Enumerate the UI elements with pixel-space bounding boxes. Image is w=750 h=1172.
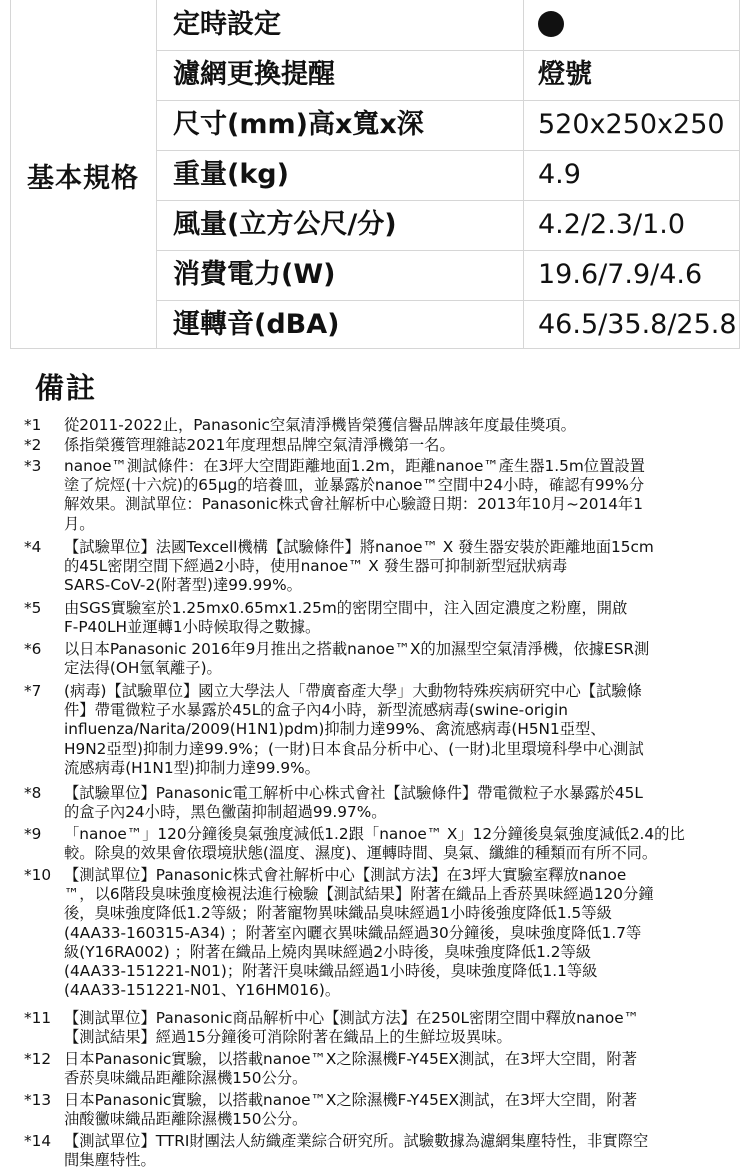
note-text: 【測試單位】Panasonic株式會社解析中心【測試方法】在3坪大實驗室釋放nanoe ™，以6階段臭味強度檢視法進行檢驗【測試結果】附著在織品上香菸異味經過120分鐘 後，臭味強度降低1.2等級；附著寵物異味織品臭味經過1小時後強度降低1.5等級 (4AA33-160315-A34) ；附著室內曬衣異味織品經過30分鐘後，臭味強度降低1.7等 級(Y16RA002) ；附著在織品上燒肉異味經過2小時後，臭味強度降低1.2等級 (4AA33-151221-N01)；附著汗臭味織品經過1小時後，臭味強度降低1.1等級 (4AA33-151221-N01、Y16HM016)。 bbox=[64, 866, 654, 1000]
note-item bbox=[24, 416, 730, 435]
note-text: 【試驗單位】Panasonic電工解析中心株式會社【試驗條件】帶電微粒子水暴露於45L 的盒子內24小時，黑色黴菌抑制超過99.97%。 bbox=[64, 784, 643, 822]
spec-table bbox=[10, 0, 740, 349]
note-item bbox=[24, 538, 730, 596]
notes-title: 備註 bbox=[35, 371, 98, 405]
note-item bbox=[24, 866, 730, 1000]
spec-value: 520x250x250 bbox=[538, 109, 725, 140]
spec-row-timer bbox=[156, 0, 740, 50]
spec-label: 消費電力(W) bbox=[173, 259, 336, 290]
note-text: 由SGS實驗室於1.25mx0.65mx1.25m的密閉空間中，注入固定濃度之粉塵，開啟 F-P40LH並運轉1小時候取得之數據。 bbox=[64, 599, 628, 637]
spec-label: 濾網更換提醒 bbox=[173, 59, 335, 90]
note-item bbox=[24, 436, 730, 455]
note-marker: *2 bbox=[24, 436, 42, 454]
note-item bbox=[24, 784, 730, 822]
note-marker: *9 bbox=[24, 825, 42, 843]
note-item bbox=[24, 682, 730, 778]
spec-row-power bbox=[156, 250, 740, 300]
note-item bbox=[24, 599, 730, 637]
spec-label: 定時設定 bbox=[173, 9, 281, 40]
spec-value: 燈號 bbox=[538, 59, 592, 90]
note-item bbox=[24, 457, 730, 534]
note-text: 係指榮獲管理雜誌2021年度理想品牌空氣清淨機第一名。 bbox=[64, 436, 455, 454]
note-marker: *12 bbox=[24, 1050, 52, 1068]
note-item bbox=[24, 1091, 730, 1129]
note-marker: *6 bbox=[24, 640, 42, 658]
spec-label: 風量(立方公尺/分) bbox=[173, 209, 397, 240]
note-item bbox=[24, 640, 730, 678]
note-marker: *8 bbox=[24, 784, 42, 802]
note-text: 【測試單位】Panasonic商品解析中心【測試方法】在250L密閉空間中釋放nanoe™ 【測試結果】經過15分鐘後可消除附著在織品上的生鮮垃圾異味。 bbox=[64, 1009, 639, 1047]
note-marker: *13 bbox=[24, 1091, 52, 1109]
note-text: 從2011-2022止，Panasonic空氣清淨機皆榮獲信譽品牌該年度最佳獎項。 bbox=[64, 416, 576, 434]
note-item bbox=[24, 1132, 730, 1170]
spec-label: 運轉音(dBA) bbox=[173, 309, 340, 340]
spec-label: 尺寸(mm)高x寬x深 bbox=[173, 109, 424, 140]
note-text: 【試驗單位】法國Texcell機構【試驗條件】將nanoe™ X 發生器安裝於距離地面15cm 的45L密閉空間下經過2小時，使用nanoe™ X 發生器可抑制新型冠狀病毒 SARS-CoV-2(附著型)達99.99%。 bbox=[64, 538, 654, 595]
spec-label: 重量(kg) bbox=[173, 159, 289, 190]
note-marker: *1 bbox=[24, 416, 42, 434]
spec-row-airflow bbox=[156, 200, 740, 250]
spec-value: 4.2/2.3/1.0 bbox=[538, 209, 686, 240]
note-marker: *4 bbox=[24, 538, 42, 556]
note-item bbox=[24, 1009, 730, 1047]
note-marker: *11 bbox=[24, 1009, 52, 1027]
spec-row-filter-reminder bbox=[156, 50, 740, 100]
note-text: 日本Panasonic實驗，以搭載nanoe™X之除濕機F-Y45EX測試，在3坪大空間，附著 油酸黴味織品距離除濕機150公分。 bbox=[64, 1091, 637, 1129]
note-text: 「nanoe™」120分鐘後臭氣強度減低1.2跟「nanoe™ X」12分鐘後臭氣強度減低2.4的比 較。除臭的效果會依環境狀態(溫度、濕度)、運轉時間、臭氣、纖維的種類而有所不同。 bbox=[64, 825, 685, 863]
spec-row-noise bbox=[156, 300, 740, 350]
filled-circle-icon bbox=[538, 11, 564, 37]
note-text: 日本Panasonic實驗，以搭載nanoe™X之除濕機F-Y45EX測試，在3坪大空間，附著 香菸臭味織品距離除濕機150公分。 bbox=[64, 1050, 637, 1088]
note-item bbox=[24, 1050, 730, 1088]
note-marker: *14 bbox=[24, 1132, 52, 1150]
note-marker: *7 bbox=[24, 682, 42, 700]
spec-category: 基本規格 bbox=[27, 162, 139, 194]
spec-row-dimensions bbox=[156, 100, 740, 150]
note-text: nanoe™測試條件：在3坪大空間距離地面1.2m，距離nanoe™產生器1.5m位置設置 塗了烷烴(十六烷)的65μg的培養皿，並暴露於nanoe™空間中24小時，確認有99%分 解效果。測試單位：Panasonic株式會社解析中心驗證日期：2013年10月~2014年1 月。 bbox=[64, 457, 645, 533]
note-text: 以日本Panasonic 2016年9月推出之搭載nanoe™X的加濕型空氣清淨機，依據ESR測 定法得(OH氫氧離子)。 bbox=[64, 640, 650, 678]
note-marker: *10 bbox=[24, 866, 52, 884]
note-marker: *5 bbox=[24, 599, 42, 617]
note-marker: *3 bbox=[24, 457, 42, 475]
note-text: (病毒)【試驗單位】國立大學法人「帶廣畜產大學」大動物特殊疾病研究中心【試驗條 件】帶電微粒子水暴露於45L的盒子內4小時，新型流感病毒(swine-origin influenza/Narita/2009(H1N1)pdm)抑制力達99%、禽流感病毒(H5N1亞型、 H9N2亞型)抑制力達99.9%；(一財)日本食品分析中心、(一財)北里環境科學中心測試 流感病毒(H1N1型)抑制力達99.9%。 bbox=[64, 682, 644, 777]
spec-value: 4.9 bbox=[538, 159, 581, 190]
spec-row-weight bbox=[156, 150, 740, 200]
spec-value: 46.5/35.8/25.8 bbox=[538, 309, 737, 340]
note-text: 【測試單位】TTRI財團法人紡織產業綜合研究所。試驗數據為濾網集塵特性，非實際空 間集塵特性。 bbox=[64, 1132, 649, 1170]
note-item bbox=[24, 825, 730, 863]
spec-value: 19.6/7.9/4.6 bbox=[538, 259, 703, 290]
